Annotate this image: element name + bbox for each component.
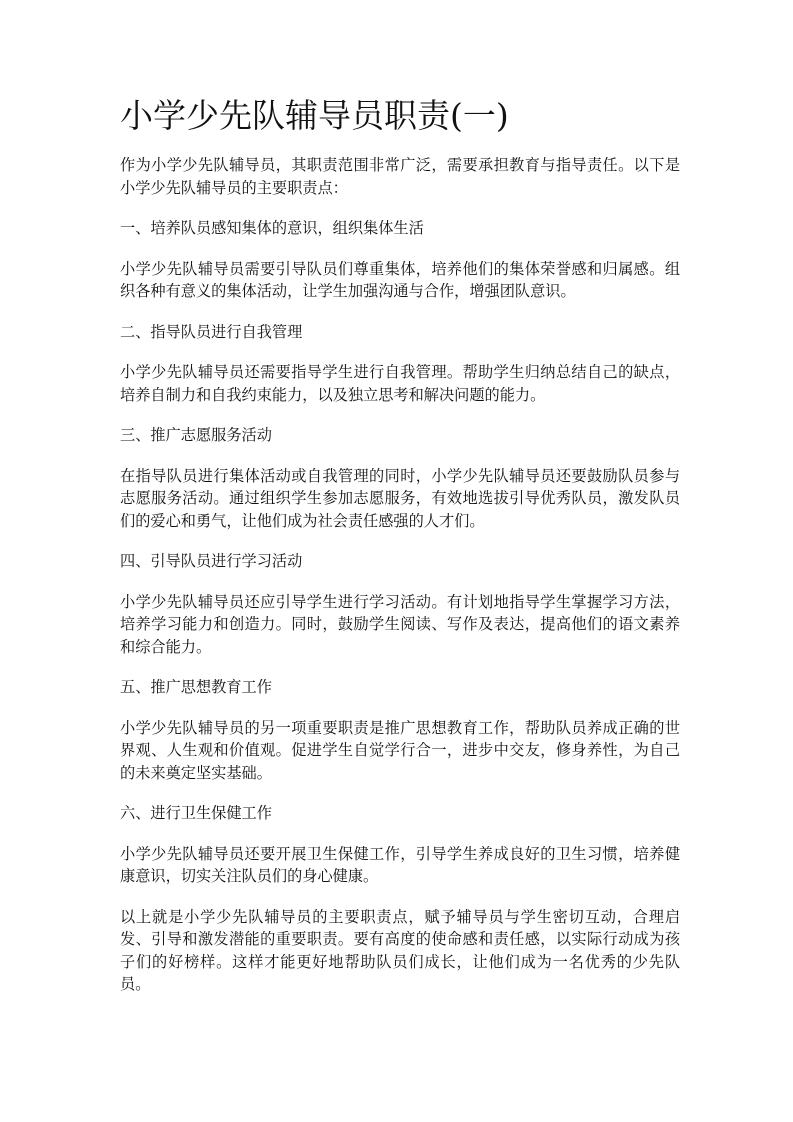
section-body: 小学少先队辅导员还应引导学生进行学习活动。有计划地指导学生掌握学习方法，培养学习能力和创造力。同时，鼓励学生阅读、写作及表达，提高他们的语文素养和综合能力。 [120,592,680,656]
section-body: 小学少先队辅导员需要引导队员们尊重集体，培养他们的集体荣誉感和归属感。组织各种有意义的集体活动，让学生加强沟通与合作，增强团队意识。 [120,259,680,300]
section-5 [120,676,680,784]
section-body: 小学少先队辅导员还要开展卫生保健工作，引导学生养成良好的卫生习惯，培养健康意识，切实关注队员们的身心健康。 [120,844,680,885]
conclusion-paragraph: 以上就是小学少先队辅导员的主要职责点，赋予辅导员与学生密切互动，合理启发、引导和激发潜能的重要职责。要有高度的使命感和责任感，以实际行动成为孩子们的好榜样。这样才能更好地帮助队员们成长，让他们成为一名优秀的少先队员。 [120,907,680,993]
section-4 [120,550,680,658]
section-heading: 三、推广志愿服务活动 [120,426,272,444]
section-body: 小学少先队辅导员的另一项重要职责是推广思想教育工作，帮助队员养成正确的世界观、人生观和价值观。促进学生自觉学行合一，进步中交友，修身养性，为自己的未来奠定坚实基础。 [120,718,680,782]
document-page [120,94,680,1014]
section-body: 在指导队员进行集体活动或自我管理的同时，小学少先队辅导员还要鼓励队员参与志愿服务活动。通过组织学生参加志愿服务，有效地选拔引导优秀队员，激发队员们的爱心和勇气，让他们成为社会责任感强的人才们。 [120,466,680,530]
section-6 [120,802,680,888]
document-title: 小学少先队辅导员职责(一) [120,96,509,135]
section-heading: 六、进行卫生保健工作 [120,804,272,822]
intro-paragraph: 作为小学少先队辅导员，其职责范围非常广泛，需要承担教育与指导责任。以下是小学少先队辅导员的主要职责点： [120,156,680,197]
section-1 [120,217,680,303]
section-heading: 二、指导队员进行自我管理 [120,322,303,341]
section-heading: 五、推广思想教育工作 [120,678,272,696]
section-3 [120,424,680,532]
section-2 [120,321,680,407]
section-heading: 一、培养队员感知集体的意识，组织集体生活 [120,219,424,237]
section-body: 小学少先队辅导员还需要指导学生进行自我管理。帮助学生归纳总结自己的缺点，培养自制力和自我约束能力，以及独立思考和解决问题的能力。 [120,363,680,404]
section-heading: 四、引导队员进行学习活动 [120,552,303,570]
